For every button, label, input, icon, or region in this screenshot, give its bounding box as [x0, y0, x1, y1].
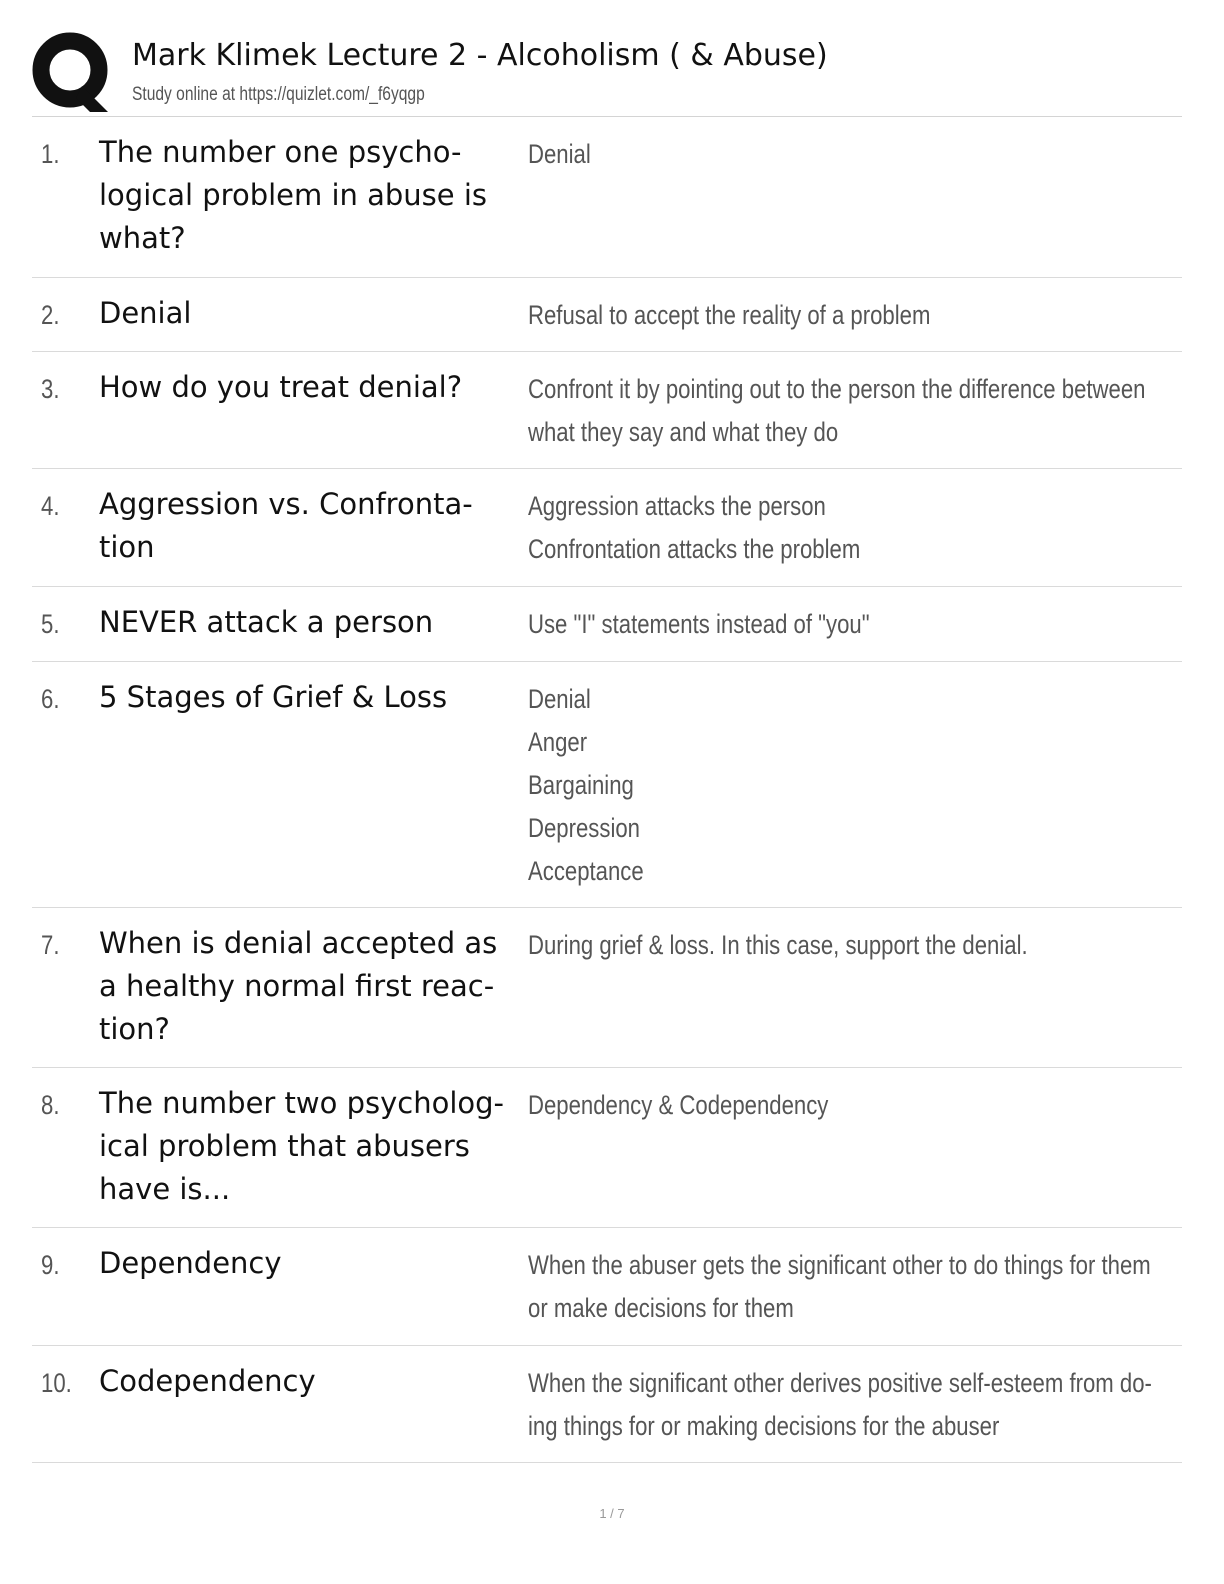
flashcard-list — [32, 117, 1182, 1463]
card-definition: Refusal to accept the reality of a problem — [528, 300, 931, 330]
card-term: Aggression vs. Confronta- tion — [99, 487, 473, 564]
card-number: 5. — [41, 609, 60, 639]
card-term: The number two psycholog- ical problem that abusers have is... — [99, 1086, 505, 1206]
flashcard-row — [32, 1346, 1182, 1463]
card-term: Denial — [99, 296, 192, 330]
flashcard-row — [32, 587, 1182, 662]
quizlet-logo-icon — [32, 32, 112, 112]
card-definition: Aggression attacks the person Confrontation attacks the problem — [528, 491, 861, 564]
card-definition: Denial Anger Bargaining Depression Acceptance — [528, 684, 644, 886]
flashcard-row — [32, 352, 1182, 469]
card-definition: Dependency & Codependency — [528, 1090, 829, 1120]
card-definition: Use "I" statements instead of "you" — [528, 609, 870, 639]
card-term: NEVER attack a person — [99, 605, 434, 639]
card-number: 7. — [41, 930, 60, 960]
document-title: Mark Klimek Lecture 2 - Alcoholism ( & Abuse) — [132, 38, 828, 73]
card-definition: Denial — [528, 139, 591, 169]
card-term: When is denial accepted as a healthy normal first reac- tion? — [99, 926, 498, 1046]
card-number: 3. — [41, 374, 60, 404]
card-term: 5 Stages of Grief & Loss — [99, 680, 448, 714]
flashcard-row — [32, 1228, 1182, 1346]
card-term: The number one psycho- logical problem in abuse is what? — [99, 135, 488, 255]
page-number: 1 / 7 — [599, 1506, 625, 1521]
card-definition: During grief & loss. In this case, support the denial. — [528, 930, 1028, 960]
card-number: 10. — [41, 1368, 72, 1398]
card-number: 1. — [41, 139, 60, 169]
study-online-link[interactable]: Study online at https://quizlet.com/_f6yqgp — [132, 84, 425, 105]
card-number: 6. — [41, 684, 60, 714]
flashcard-row — [32, 469, 1182, 587]
card-number: 9. — [41, 1250, 60, 1280]
card-number: 2. — [41, 300, 60, 330]
flashcard-row — [32, 662, 1182, 908]
card-number: 4. — [41, 491, 60, 521]
flashcard-row — [32, 278, 1182, 352]
flashcard-row — [32, 1068, 1182, 1228]
card-term: Dependency — [99, 1246, 282, 1280]
card-definition: When the abuser gets the significant other to do things for them or make decisions for them — [528, 1250, 1151, 1323]
card-definition: When the significant other derives positive self-esteem from do- ing things for or making decisions for the abuser — [528, 1368, 1152, 1441]
flashcard-row — [32, 117, 1182, 278]
card-definition: Confront it by pointing out to the person the difference between what they say and what they do — [528, 374, 1146, 447]
document-header — [32, 30, 1182, 116]
flashcard-row — [32, 908, 1182, 1068]
card-number: 8. — [41, 1090, 60, 1120]
card-term: How do you treat denial? — [99, 370, 463, 404]
card-term: Codependency — [99, 1364, 316, 1398]
